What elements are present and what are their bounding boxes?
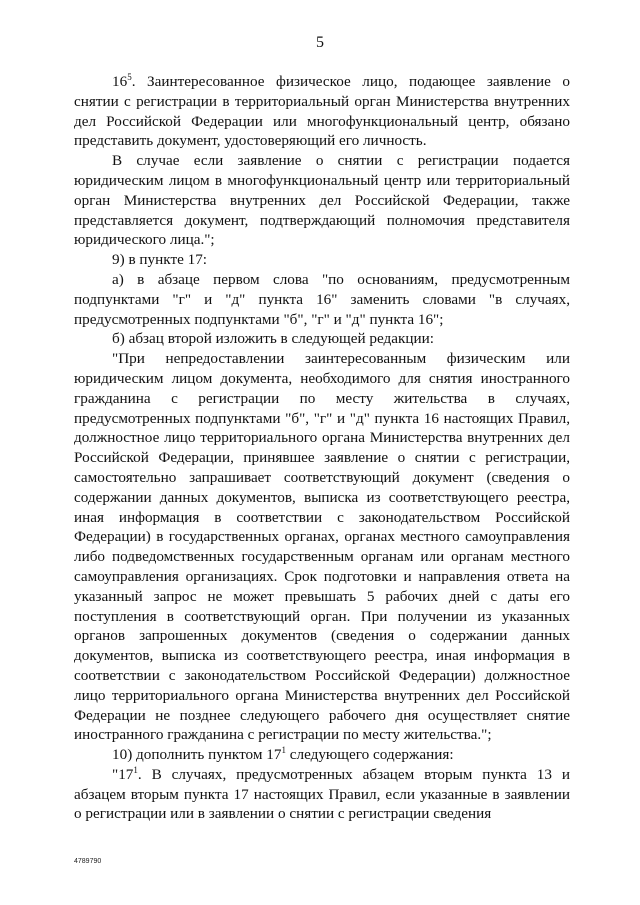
document-body: [74, 72, 570, 824]
paragraph-item-10: 10) дополнить пунктом $17^1$ следующего содержания:: [112, 745, 454, 764]
paragraph-legal-entity: В случае если заявление о снятии с регистрации подается юридическим лицом в многофункциональный центр или территориальный орган Министерства внутренних дел Российской Федерации, также представляется документ, подтверждающий полномочия представителя юридического лица.";: [74, 152, 570, 249]
paragraph-item-9a: а) в абзаце первом слова "по основаниям, предусмотренным подпунктами "г" и "д" пункта 16" заменить словами "в случаях, предусмотренных подпунктами "б", "г" и "д" пункта 16";: [74, 270, 570, 328]
document-id: 4789790: [74, 858, 102, 865]
paragraph-item-9b: б) абзац второй изложить в следующей редакции:: [112, 330, 434, 348]
paragraph-16-5: $16^5$. Заинтересованное физическое лицо, подающее заявление о снятии с регистрации в территориальный орган Министерства внутренних дел Российской Федерации или многофункциональный центр, обязано представить документ, удостоверяющий его личность.: [74, 72, 570, 150]
paragraph-new-wording: "При непредоставлении заинтересованным физическим или юридическим лицом документа, необходимого для снятия иностранного гражданина с регистрации по месту жительства в случаях, предусмотренных подпунктами "б", "г" и "д" пункта 16 настоящих Правил, должностное лицо территориального органа Министерства внутренних дел Российской Федерации, принявшее заявление о снятии с регистрации, самостоятельно запрашивает соответствующий документ (сведения о содержании данных документов, выписка из соответствующего реестра, иная информация в соответствии с законодательством Российской Федерации) в государственных органах, органах местного самоуправления либо подведомственных государственным органам или органам местного самоуправления организациях. Срок подготовки и направления ответа на указанный запрос не может превышать 5 рабочих дней с даты его поступления в соответствующий орган. При получении из указанных органов запрошенных документов (сведения о содержании данных документов, выписка из соответствующего реестра, иная информация в соответствии с законодательством Российской Федерации) должностное лицо территориального органа Министерства внутренних дел Российской Федерации не позднее следующего рабочего дня осуществляет снятие иностранного гражданина с регистрации по месту жительства.";: [74, 350, 570, 744]
paragraph-17-1: "$17^1$. В случаях, предусмотренных абзацем вторым пункта 13 и абзацем вторым пункта 17 настоящих Правил, если указанные в заявлении о регистрации или в заявлении о снятии с регистрации сведения: [74, 764, 570, 823]
paragraph-item-9: 9) в пункте 17:: [112, 251, 208, 269]
page-number: 5: [316, 34, 324, 51]
